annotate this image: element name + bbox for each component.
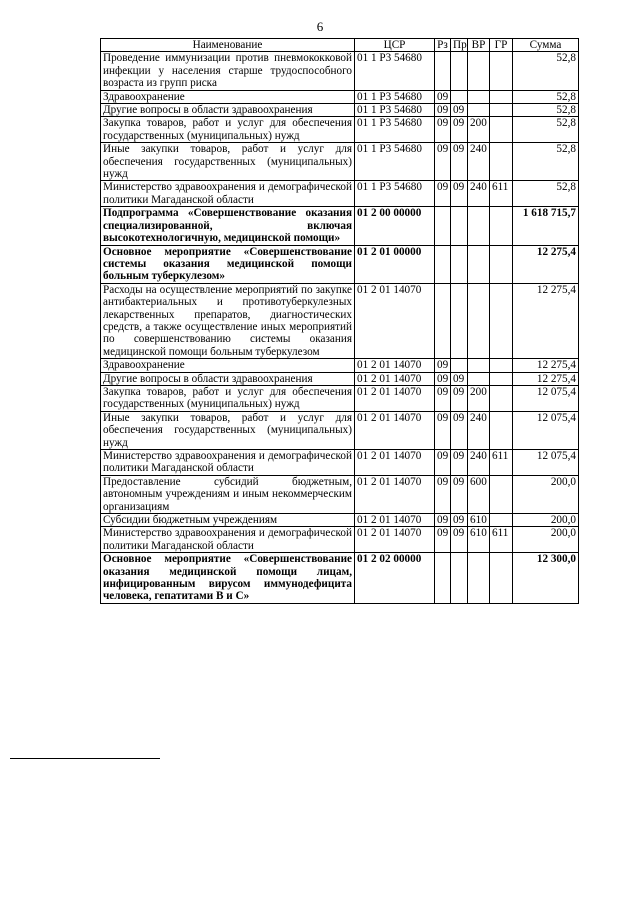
cell-rz: 09 [435, 411, 451, 449]
cell-pr: 09 [451, 372, 468, 385]
cell-sum: 12 300,0 [513, 553, 579, 604]
cell-csr: 01 2 02 00000 [355, 553, 435, 604]
cell-name: Основное мероприятие «Совершенствование системы оказания медицинской помощи больным туберкулезом» [101, 245, 355, 283]
cell-vr [468, 283, 490, 358]
cell-csr: 01 2 01 14070 [355, 411, 435, 449]
cell-gr [490, 359, 513, 372]
cell-name: Министерство здравоохранения и демографической политики Магаданской области [101, 450, 355, 476]
cell-csr: 01 1 Р3 54680 [355, 90, 435, 103]
cell-rz: 09 [435, 450, 451, 476]
cell-pr [451, 245, 468, 283]
cell-pr: 09 [451, 411, 468, 449]
cell-name: Иные закупки товаров, работ и услуг для обеспечения государственных (муниципальных) нужд [101, 143, 355, 181]
cell-pr [451, 359, 468, 372]
cell-vr: 610 [468, 514, 490, 527]
cell-csr: 01 2 01 14070 [355, 527, 435, 553]
cell-vr [468, 372, 490, 385]
cell-csr: 01 1 Р3 54680 [355, 52, 435, 90]
cell-name: Подпрограмма «Совершенствование оказания специализированной, включая высокотехнологичную, медицинской помощи» [101, 207, 355, 245]
cell-name: Основное мероприятие «Совершенствование оказания медицинской помощи лицам, инфицированным вирусом иммунодефицита человека, гепатитами В и С» [101, 553, 355, 604]
cell-sum: 12 275,4 [513, 372, 579, 385]
table-row [101, 52, 579, 90]
cell-name: Министерство здравоохранения и демографической политики Магаданской области [101, 527, 355, 553]
cell-vr: 600 [468, 475, 490, 513]
cell-sum: 52,8 [513, 52, 579, 90]
table-body [101, 52, 579, 603]
cell-sum: 12 075,4 [513, 450, 579, 476]
header-vr: ВР [468, 39, 490, 52]
cell-vr: 240 [468, 181, 490, 207]
cell-gr [490, 385, 513, 411]
cell-name: Здравоохранение [101, 90, 355, 103]
table-row [101, 283, 579, 358]
cell-pr: 09 [451, 527, 468, 553]
cell-gr [490, 283, 513, 358]
cell-sum: 52,8 [513, 143, 579, 181]
table-row [101, 553, 579, 604]
cell-gr [490, 207, 513, 245]
cell-vr [468, 553, 490, 604]
cell-vr [468, 52, 490, 90]
cell-pr: 09 [451, 104, 468, 117]
cell-sum: 12 075,4 [513, 385, 579, 411]
cell-sum: 1 618 715,7 [513, 207, 579, 245]
cell-gr [490, 475, 513, 513]
table-row [101, 475, 579, 513]
cell-vr: 610 [468, 527, 490, 553]
cell-pr: 09 [451, 450, 468, 476]
cell-sum: 12 275,4 [513, 245, 579, 283]
cell-vr [468, 245, 490, 283]
page-number: 6 [316, 19, 324, 34]
cell-rz: 09 [435, 117, 451, 143]
cell-rz [435, 52, 451, 90]
table-row [101, 372, 579, 385]
cell-pr [451, 553, 468, 604]
cell-rz: 09 [435, 514, 451, 527]
cell-name: Закупка товаров, работ и услуг для обеспечения государственных (муниципальных) нужд [101, 385, 355, 411]
cell-csr: 01 1 Р3 54680 [355, 117, 435, 143]
cell-gr [490, 117, 513, 143]
table-row [101, 411, 579, 449]
cell-pr: 09 [451, 475, 468, 513]
cell-rz: 09 [435, 181, 451, 207]
cell-pr: 09 [451, 181, 468, 207]
cell-csr: 01 2 01 14070 [355, 359, 435, 372]
cell-sum: 52,8 [513, 117, 579, 143]
cell-rz: 09 [435, 90, 451, 103]
cell-gr [490, 372, 513, 385]
cell-rz: 09 [435, 385, 451, 411]
cell-gr [490, 90, 513, 103]
cell-gr [490, 245, 513, 283]
cell-gr: 611 [490, 181, 513, 207]
table-row [101, 143, 579, 181]
table-row [101, 207, 579, 245]
cell-vr: 240 [468, 143, 490, 181]
cell-rz: 09 [435, 372, 451, 385]
cell-gr: 611 [490, 527, 513, 553]
header-rz: Рз [435, 39, 451, 52]
cell-sum: 200,0 [513, 514, 579, 527]
header-name: Наименование [101, 39, 355, 52]
cell-vr: 200 [468, 117, 490, 143]
table-row [101, 90, 579, 103]
cell-name: Другие вопросы в области здравоохранения [101, 372, 355, 385]
footnote-divider [10, 758, 160, 759]
cell-csr: 01 1 Р3 54680 [355, 181, 435, 207]
table-row [101, 104, 579, 117]
cell-rz: 09 [435, 527, 451, 553]
header-csr: ЦСР [355, 39, 435, 52]
cell-pr [451, 52, 468, 90]
cell-rz: 09 [435, 359, 451, 372]
cell-name: Иные закупки товаров, работ и услуг для обеспечения государственных (муниципальных) нужд [101, 411, 355, 449]
cell-sum: 200,0 [513, 475, 579, 513]
cell-csr: 01 2 01 14070 [355, 450, 435, 476]
cell-vr: 240 [468, 450, 490, 476]
cell-pr [451, 207, 468, 245]
cell-gr [490, 143, 513, 181]
cell-csr: 01 2 01 14070 [355, 514, 435, 527]
cell-pr: 09 [451, 143, 468, 181]
table-row [101, 359, 579, 372]
cell-rz: 09 [435, 104, 451, 117]
table-row [101, 514, 579, 527]
cell-vr: 200 [468, 385, 490, 411]
cell-rz [435, 553, 451, 604]
cell-name: Другие вопросы в области здравоохранения [101, 104, 355, 117]
table-row [101, 245, 579, 283]
cell-vr [468, 90, 490, 103]
cell-pr: 09 [451, 117, 468, 143]
table-row [101, 450, 579, 476]
table-row [101, 527, 579, 553]
cell-sum: 12 075,4 [513, 411, 579, 449]
cell-rz: 09 [435, 475, 451, 513]
cell-csr: 01 1 Р3 54680 [355, 104, 435, 117]
cell-csr: 01 2 01 00000 [355, 245, 435, 283]
cell-csr: 01 2 01 14070 [355, 372, 435, 385]
cell-vr [468, 104, 490, 117]
cell-gr [490, 553, 513, 604]
cell-csr: 01 2 01 14070 [355, 385, 435, 411]
cell-csr: 01 1 Р3 54680 [355, 143, 435, 181]
table-row [101, 385, 579, 411]
header-gr: ГР [490, 39, 513, 52]
header-pr: Пр [451, 39, 468, 52]
cell-csr: 01 2 01 14070 [355, 475, 435, 513]
table-row [101, 181, 579, 207]
cell-name: Субсидии бюджетным учреждениям [101, 514, 355, 527]
cell-name: Расходы на осуществление мероприятий по закупке антибактериальных и противотуберкулезных лекарственных препаратов, диагностических средств, а также осуществление иных мероприятий по совершенствованию системы оказания медицинской помощи больным туберкулезом [101, 283, 355, 358]
table-row [101, 117, 579, 143]
cell-rz [435, 283, 451, 358]
cell-name: Проведение иммунизации против пневмококковой инфекции у населения старше трудоспособного возраста из групп риска [101, 52, 355, 90]
cell-rz: 09 [435, 143, 451, 181]
cell-sum: 12 275,4 [513, 283, 579, 358]
cell-name: Здравоохранение [101, 359, 355, 372]
cell-name: Предоставление субсидий бюджетным, автономным учреждениям и иным некоммерческим организациям [101, 475, 355, 513]
cell-vr [468, 359, 490, 372]
budget-table [100, 38, 579, 604]
cell-pr [451, 90, 468, 103]
cell-sum: 52,8 [513, 90, 579, 103]
cell-sum: 52,8 [513, 104, 579, 117]
cell-gr [490, 411, 513, 449]
cell-vr: 240 [468, 411, 490, 449]
cell-pr [451, 283, 468, 358]
cell-sum: 12 275,4 [513, 359, 579, 372]
cell-csr: 01 2 00 00000 [355, 207, 435, 245]
cell-rz [435, 207, 451, 245]
cell-gr [490, 104, 513, 117]
cell-gr [490, 514, 513, 527]
cell-name: Министерство здравоохранения и демографической политики Магаданской области [101, 181, 355, 207]
cell-sum: 52,8 [513, 181, 579, 207]
cell-vr [468, 207, 490, 245]
cell-pr: 09 [451, 514, 468, 527]
cell-csr: 01 2 01 14070 [355, 283, 435, 358]
cell-pr: 09 [451, 385, 468, 411]
table-header-row [101, 39, 579, 52]
cell-gr: 611 [490, 450, 513, 476]
cell-name: Закупка товаров, работ и услуг для обеспечения государственных (муниципальных) нужд [101, 117, 355, 143]
cell-sum: 200,0 [513, 527, 579, 553]
cell-gr [490, 52, 513, 90]
cell-rz [435, 245, 451, 283]
header-sum: Сумма [513, 39, 579, 52]
